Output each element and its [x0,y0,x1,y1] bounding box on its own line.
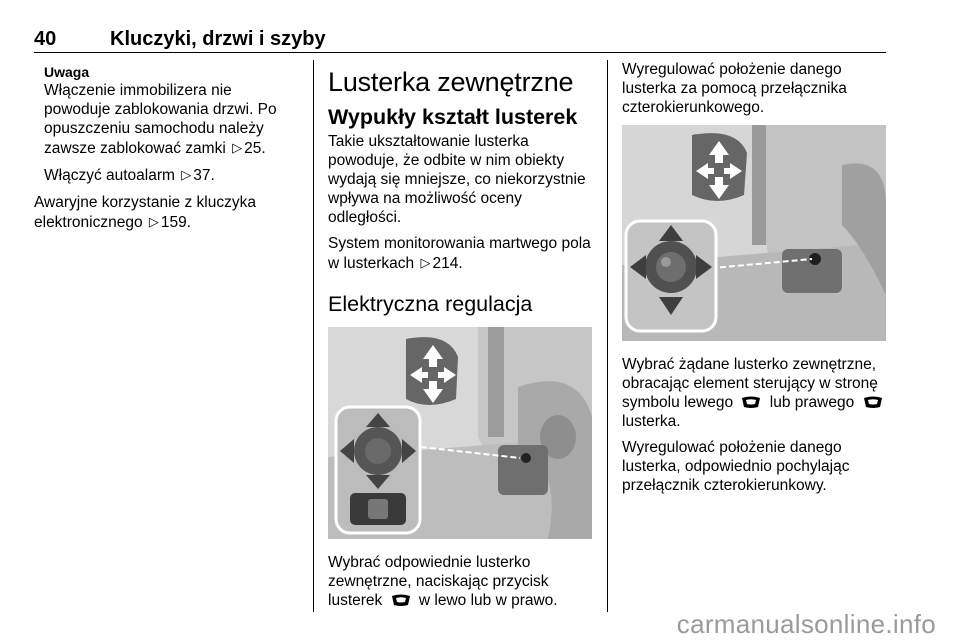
page-header [34,28,886,52]
paragraph: Wybrać żądane lusterko zewnętrzne, obracając element sterujący w stronę symbolu lewego lub prawego lusterka. [622,355,888,431]
mirror-switch-icon [390,593,412,607]
figure-caption: Wybrać odpowiednie lusterko zewnętrzne, naciskając przycisk lusterek w lewo lub w prawo. [328,554,558,609]
page-ref-arrow-icon: ▷ [232,140,243,155]
page-ref-arrow-icon: ▷ [148,214,159,229]
page-number: 40 [34,28,57,50]
page-ref-link[interactable]: 37. [193,167,215,184]
section-heading: Lusterka zewnętrzne [328,67,574,97]
subsection-heading: Wypukły kształt lusterek [328,105,578,129]
column-2 [328,60,594,617]
chapter-title: Kluczyki, drzwi i szyby [110,28,326,50]
note-title: Uwaga [44,64,90,80]
mirror-rotary-control-illustration [622,125,886,341]
page-ref-link[interactable]: 214. [432,255,463,272]
note-text: Włączyć autoalarm ▷ 37. [44,167,215,184]
paragraph: Awaryjne korzystanie z kluczyka elektronicznego ▷ 159. [34,194,256,231]
column-1 [34,60,302,239]
paragraph: Wyregulować położenie danego lusterka, odpowiednio pochylając przełącznik czterokierunkowy. [622,439,850,494]
mirror-control-illustration [328,327,592,539]
column-divider [313,60,314,612]
note-text: Włączenie immobilizera nie powoduje zablokowania drzwi. Po opuszczeniu samochodu należy zawsze zablokować zamki ▷ 25. [44,82,277,157]
note-box [34,64,302,185]
left-mirror-icon [740,395,762,409]
header-rule [34,52,886,53]
subsection-heading: Elektryczna regulacja [328,292,533,316]
page-ref-arrow-icon: ▷ [420,255,431,270]
watermark: carmanualsonline.info [676,609,936,639]
column-3 [622,60,888,502]
column-divider [607,60,608,612]
paragraph: Takie ukształtowanie lusterka powoduje, że odbite w nim obiekty wydają się mniejsze, co niekorzystnie wpływa na możliwość oceny odległości. [328,133,586,226]
paragraph: System monitorowania martwego pola w lusterkach ▷ 214. [328,235,591,272]
paragraph: Wyregulować położenie danego lusterka za pomocą przełącznika czterokierunkowego. [622,61,847,116]
page-ref-link[interactable]: 159. [160,214,192,231]
page-ref-arrow-icon: ▷ [181,167,192,182]
right-mirror-icon [862,395,884,409]
page-ref-link[interactable]: 25. [244,140,266,157]
